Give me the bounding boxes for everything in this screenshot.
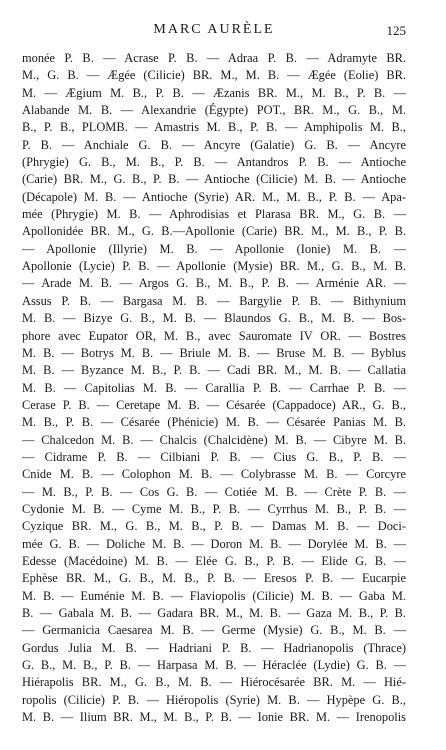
text-line: — Arade M. B. — Argos G. B., M. B., P. B. — Arménie AR. —: [22, 276, 406, 291]
text-line: Apollonie (Lycie) P. B. — Apollonie (Mysie) BR. M., G. B., M. B.: [22, 259, 406, 274]
text-line: B. — Gabala M. B. — Gadara BR. M., M. B. — Gaza M. B., P. B.: [22, 606, 406, 620]
text-line: — M. B., P. B. — Cos G. B. — Cotiée M. B. — Crète P. B. —: [22, 484, 406, 499]
text-line: M. B. — Byzance M. B., P. B. — Cadi BR. M., M. B. — Callatia: [22, 363, 406, 378]
text-line: B., P. B., PLOMB. — Amastris M. B., P. B. — Amphipolis M. B.,: [22, 120, 406, 135]
text-line: Cnide M. B. — Colophon M. B. — Colybrasse M. B. — Corcyre: [22, 467, 406, 482]
text-line: (Carie) BR. M., G. B., P. B. — Antioche (Cilicie) M. B. — Antioche: [22, 172, 406, 187]
text-line: (Décapole) M. B. — Antioche (Syrie) AR. M., M. B., P. B. — Apa-: [22, 189, 406, 204]
text-line: Ephèse BR. M., G. B., M. B., P. B. — Eresos P. B. — Eucarpie: [22, 571, 406, 586]
text-line: Cydonie M. B. — Cyme M. B., P. B. — Cyrrhus M. B., P. B. —: [22, 501, 406, 516]
text-line: Cerase P. B. — Ceretape M. B. — Césarée (Cappadoce) AR., G. B.,: [22, 397, 406, 412]
text-line: M. B., P. B. — Césarée (Phénicie) M. B. — Césarée Panias M. B.: [22, 415, 406, 430]
text-line: Hiérapolis BR. M., G. B., M. B. — Hiérocésarée BR. M. — Hié-: [22, 675, 406, 690]
text-line: Edesse (Macédoine) M. B. — Elée G. B., P. B. — Elide G. B. —: [22, 553, 406, 568]
text-line: M. — Ægium M. B., P. B. — Æzanis BR. M., M. B., P. B. —: [22, 85, 406, 100]
text-line: M. B. — Euménie M. B. — Flaviopolis (Cilicie) M. B. — Gaba M.: [22, 588, 406, 603]
text-line: mée (Phrygie) M. B. — Aphrodisias et Plarasa BR. M., G. B. —: [22, 207, 406, 222]
text-line: P. B. — Anchiale G. B. — Ancyre (Galatie) G. B. — Ancyre: [22, 137, 406, 152]
text-line: mée G. B. — Doliche M. B. — Doron M. B. — Dorylée M. B. —: [22, 536, 406, 551]
text-line: ropolis (Cilicie) P. B. — Hiéropolis (Syrie) M. B. — Hypèpe G. B.,: [22, 692, 406, 707]
text-line: M. B. — Bizye G. B., M. B. — Blaundos G. B., M. B. — Bos-: [22, 311, 406, 326]
text-line: M. B. — Ilium BR. M., M. B., P. B. — Ionie BR. M. — Irenopolis: [22, 710, 406, 725]
running-title: MARC AURÈLE: [153, 22, 275, 37]
text-line: G. B., M. B., P. B. — Harpasa M. B. — Héraclée (Lydie) G. B. —: [22, 658, 406, 673]
text-line: — Cidrame P. B. — Cilbiani P. B. — Cius G. B., P. B. —: [22, 449, 406, 464]
text-line: — Chalcedon M. B. — Chalcis (Chalcidène) M. B. — Cibyre M. B.: [22, 432, 406, 447]
text-line: — Apollonie (Illyrie) M. B. — Apollonie (Ionie) M. B. —: [22, 241, 406, 256]
text-line: monée P. B. — Acrase P. B. — Adraa P. B. — Adramyte BR.: [22, 51, 406, 65]
text-line: Assus P. B. — Bargasa M. B. — Bargylie P. B. — Bithynium: [22, 293, 406, 308]
text-line: — Germanicia Caesarea M. B. — Germe (Mysie) G. B., M. B. —: [22, 623, 406, 638]
text-line: M. B. — Botrys M. B. — Briule M. B. — Bruse M. B. — Byblus: [22, 345, 406, 360]
text-line: M., G. B. — Ægée (Cilicie) BR. M., M. B. — Ægée (Eolie) BR.: [22, 68, 406, 83]
page-header: [22, 22, 406, 44]
catalog-text: [22, 50, 406, 726]
text-line: M. B. — Capitolias M. B. — Carallia P. B. — Carrhae P. B. —: [22, 380, 406, 395]
page-number: 125: [386, 23, 406, 38]
text-line: Alabande M. B. — Alexandrie (Égypte) POT., BR. M., G. B., M.: [22, 103, 406, 118]
text-line: Apollonidée BR. M., G. B.—Apollonie (Carie) BR. M., M. B., P. B.: [22, 224, 406, 239]
text-line: phore avec Eupator OR, M. B., avec Sauromate IV OR. — Bostres: [22, 328, 406, 343]
text-line: (Phrygie) G. B., M. B., P. B. — Antandros P. B. — Antioche: [22, 155, 406, 170]
text-line: Cyzique BR. M., G. B., M. B., P. B. — Damas M. B. — Doci-: [22, 519, 406, 534]
text-line: Gordus Julia M. B. — Hadriani P. B. — Hadrianopolis (Thrace): [22, 640, 406, 655]
